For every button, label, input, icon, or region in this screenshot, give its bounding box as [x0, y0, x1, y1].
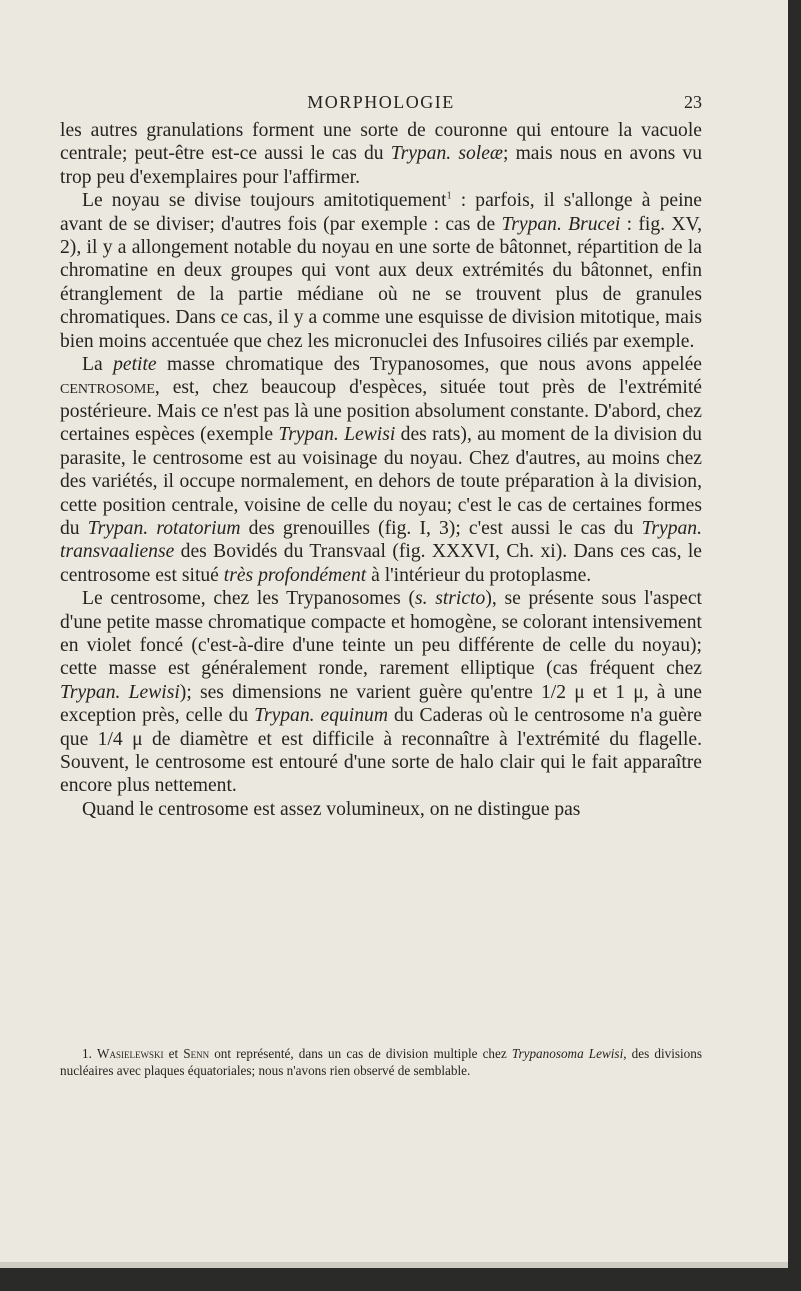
text-run: des grenouilles (fig. I, 3); c'est aussi le cas du	[240, 517, 642, 539]
paragraph	[60, 353, 702, 587]
italic-term: Trypanosoma Lewisi	[511, 1046, 624, 1061]
scan-right-border	[788, 0, 801, 1291]
footnote	[60, 1046, 702, 1079]
italic-term: Trypan. soleæ	[390, 143, 503, 165]
paragraph	[60, 798, 702, 821]
small-caps-term: Senn	[183, 1046, 210, 1061]
paragraph	[60, 189, 702, 353]
text-run: 1.	[82, 1046, 98, 1061]
italic-term: s. stricto	[414, 588, 486, 610]
text-run: et	[163, 1046, 184, 1061]
italic-term: Trypan. Brucei	[501, 213, 621, 235]
text-run: les autres granulations forment une sorte de couronne qui entoure la vacuole centrale; peut-être est-ce aussi le cas du	[60, 120, 702, 165]
text-run: : fig. XV, 2), il y a allongement notable du noyau en une sorte de bâtonnet, répartition de la chromatine en deux groupes qui vont aux deux extrémités du bâtonnet, enfin étranglement de la partie médiane où ne se trouvent plus de granules chromatiques. Dans ce cas, il y a comme une esquisse de division mitotique, mais bien moins accentuée que chez les micronuclei des Infusoires ciliés par exemple.	[60, 213, 702, 352]
text-run: Le centrosome, chez les Trypanosomes (	[82, 588, 415, 610]
text-run: des Bovidés du Transvaal (fig. XXXVI, Ch. xi). Dans ces cas, le centrosome est situé	[60, 541, 702, 586]
text-run: des rats), au moment de la division du parasite, le centrosome est au voisinage du noyau. Chez d'autres, au moins chez des variétés, il occupe normalement, en dehors de toute préparation à la division, cette position centrale, voisine de celle du noyau; c'est le cas de certaines formes du	[60, 424, 702, 539]
small-caps-term: centrosome	[60, 377, 155, 399]
italic-term: Trypan. rotatorium	[87, 517, 241, 539]
italic-term: Trypan. Lewisi	[60, 681, 180, 703]
text-run: Le noyau se divise toujours amitotiquement	[82, 190, 447, 212]
text-run: ), se présente sous l'aspect d'une petite masse chromatique compacte et homogène, se colorant intensivement en violet foncé (c'est-à-dire d'une teinte un peu différente de celle du noyau); cette masse est généralement ronde, rarement elliptique (cas fréquent chez	[60, 588, 702, 680]
text-run: Quand le centrosome est assez volumineux, on ne distingue pas	[82, 798, 581, 820]
text-run: masse chromatique des Trypanosomes, que nous avons appelée	[156, 354, 702, 376]
text-run: , des divisions nucléaires avec plaques équatoriales; nous n'avons rien observé de semblable.	[60, 1046, 702, 1078]
text-run: La	[82, 354, 114, 376]
italic-term: Trypan. equinum	[254, 705, 388, 727]
italic-term: très profondément	[223, 564, 367, 586]
italic-term: Trypan. transvaaliense	[60, 517, 702, 563]
text-run: à l'intérieur du protoplasme.	[366, 564, 592, 586]
text-run: , est, chez beaucoup d'espèces, située tout près de l'extrémité postérieure. Mais ce n'est pas là une position absolument constante. D'abord, chez certaines espèces (exemple	[60, 377, 702, 446]
page-header	[60, 92, 702, 114]
page-number: 23	[684, 92, 702, 112]
text-run: ); ses dimensions ne varient guère qu'entre 1/2 μ et 1 μ, à une exception près, celle du	[60, 681, 702, 727]
running-title: MORPHOLOGIE	[307, 92, 455, 112]
text-run: du Caderas où le centrosome n'a guère que 1/4 μ de diamètre et est difficile à reconnaître à l'extrémité du flagelle. Souvent, le centrosome est entouré d'une sorte de halo clair qui le fait apparaître encore plus nettement.	[60, 705, 703, 797]
paragraph	[60, 587, 702, 798]
text-run: ; mais nous en avons vu trop peu d'exemplaires pour l'affirmer.	[60, 143, 702, 188]
scan-bottom-border	[0, 1268, 801, 1291]
body-text	[60, 119, 702, 821]
text-run: ont représenté, dans un cas de division multiple chez	[209, 1046, 512, 1061]
footnote-marker: 1	[446, 190, 452, 202]
text-run: : parfois, il s'allonge à peine avant de se diviser; d'autres fois (par exemple : cas de	[60, 190, 703, 235]
italic-term: petite	[113, 354, 157, 376]
small-caps-term: Wasielewski	[97, 1046, 164, 1061]
italic-term: Trypan. Lewisi	[278, 424, 396, 446]
paragraph	[60, 119, 702, 189]
